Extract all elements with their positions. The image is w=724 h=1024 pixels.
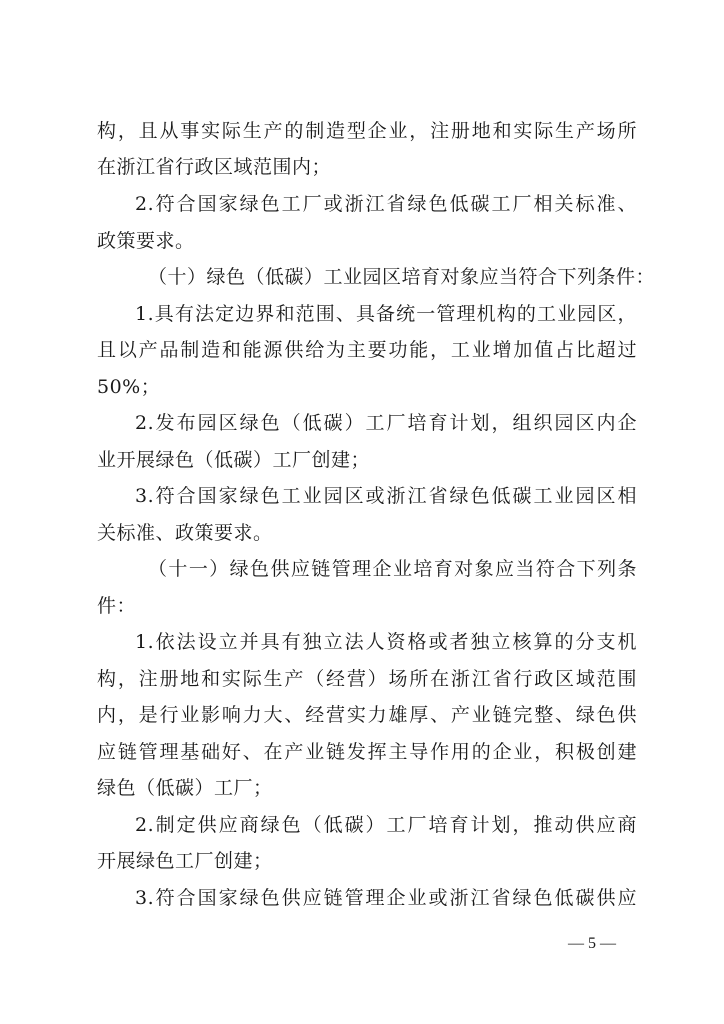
text-line-14: 件： — [97, 595, 137, 617]
text-line-10: 业开展绿色（低碳）工厂创建； — [97, 449, 371, 471]
section-heading-10: （十）绿色（低碳）工业园区培育对象应当符合下列条件： — [148, 266, 656, 288]
text-line-4: 政策要求。 — [97, 230, 195, 252]
text-line-22: 3.符合国家绿色供应链管理企业或浙江省绿色低碳供应 — [135, 887, 637, 909]
text-line-16: 构，注册地和实际生产（经营）场所在浙江省行政区域范围 — [97, 668, 637, 690]
text-line-11: 3.符合国家绿色工业园区或浙江省绿色低碳工业园区相 — [135, 485, 637, 507]
page-number: — 5 — — [568, 935, 616, 952]
section-heading-11: （十一）绿色供应链管理企业培育对象应当符合下列条 — [148, 558, 637, 580]
text-line-18: 应链管理基础好、在产业链发挥主导作用的企业，积极创建 — [97, 741, 637, 763]
text-line-6: 1.具有法定边界和范围、具备统一管理机构的工业园区， — [135, 303, 637, 325]
text-line-20: 2.制定供应商绿色（低碳）工厂培育计划，推动供应商 — [135, 814, 637, 836]
text-line-17: 内，是行业影响力大、经营实力雄厚、产业链完整、绿色供 — [97, 704, 637, 726]
text-line-2: 在浙江省行政区域范围内； — [97, 156, 332, 178]
text-line-21: 开展绿色工厂创建； — [97, 850, 273, 872]
text-line-8: 50%； — [97, 376, 161, 398]
text-line-19: 绿色（低碳）工厂； — [97, 777, 273, 799]
text-line-1: 构，且从事实际生产的制造型企业，注册地和实际生产场所 — [97, 120, 637, 142]
text-line-12: 关标准、政策要求。 — [97, 522, 273, 544]
text-line-15: 1.依法设立并具有独立法人资格或者独立核算的分支机 — [135, 631, 637, 653]
text-line-7: 且以产品制造和能源供给为主要功能，工业增加值占比超过 — [97, 339, 637, 361]
text-line-3: 2.符合国家绿色工厂或浙江省绿色低碳工厂相关标准、 — [135, 193, 637, 215]
text-line-9: 2.发布园区绿色（低碳）工厂培育计划，组织园区内企 — [135, 412, 637, 434]
